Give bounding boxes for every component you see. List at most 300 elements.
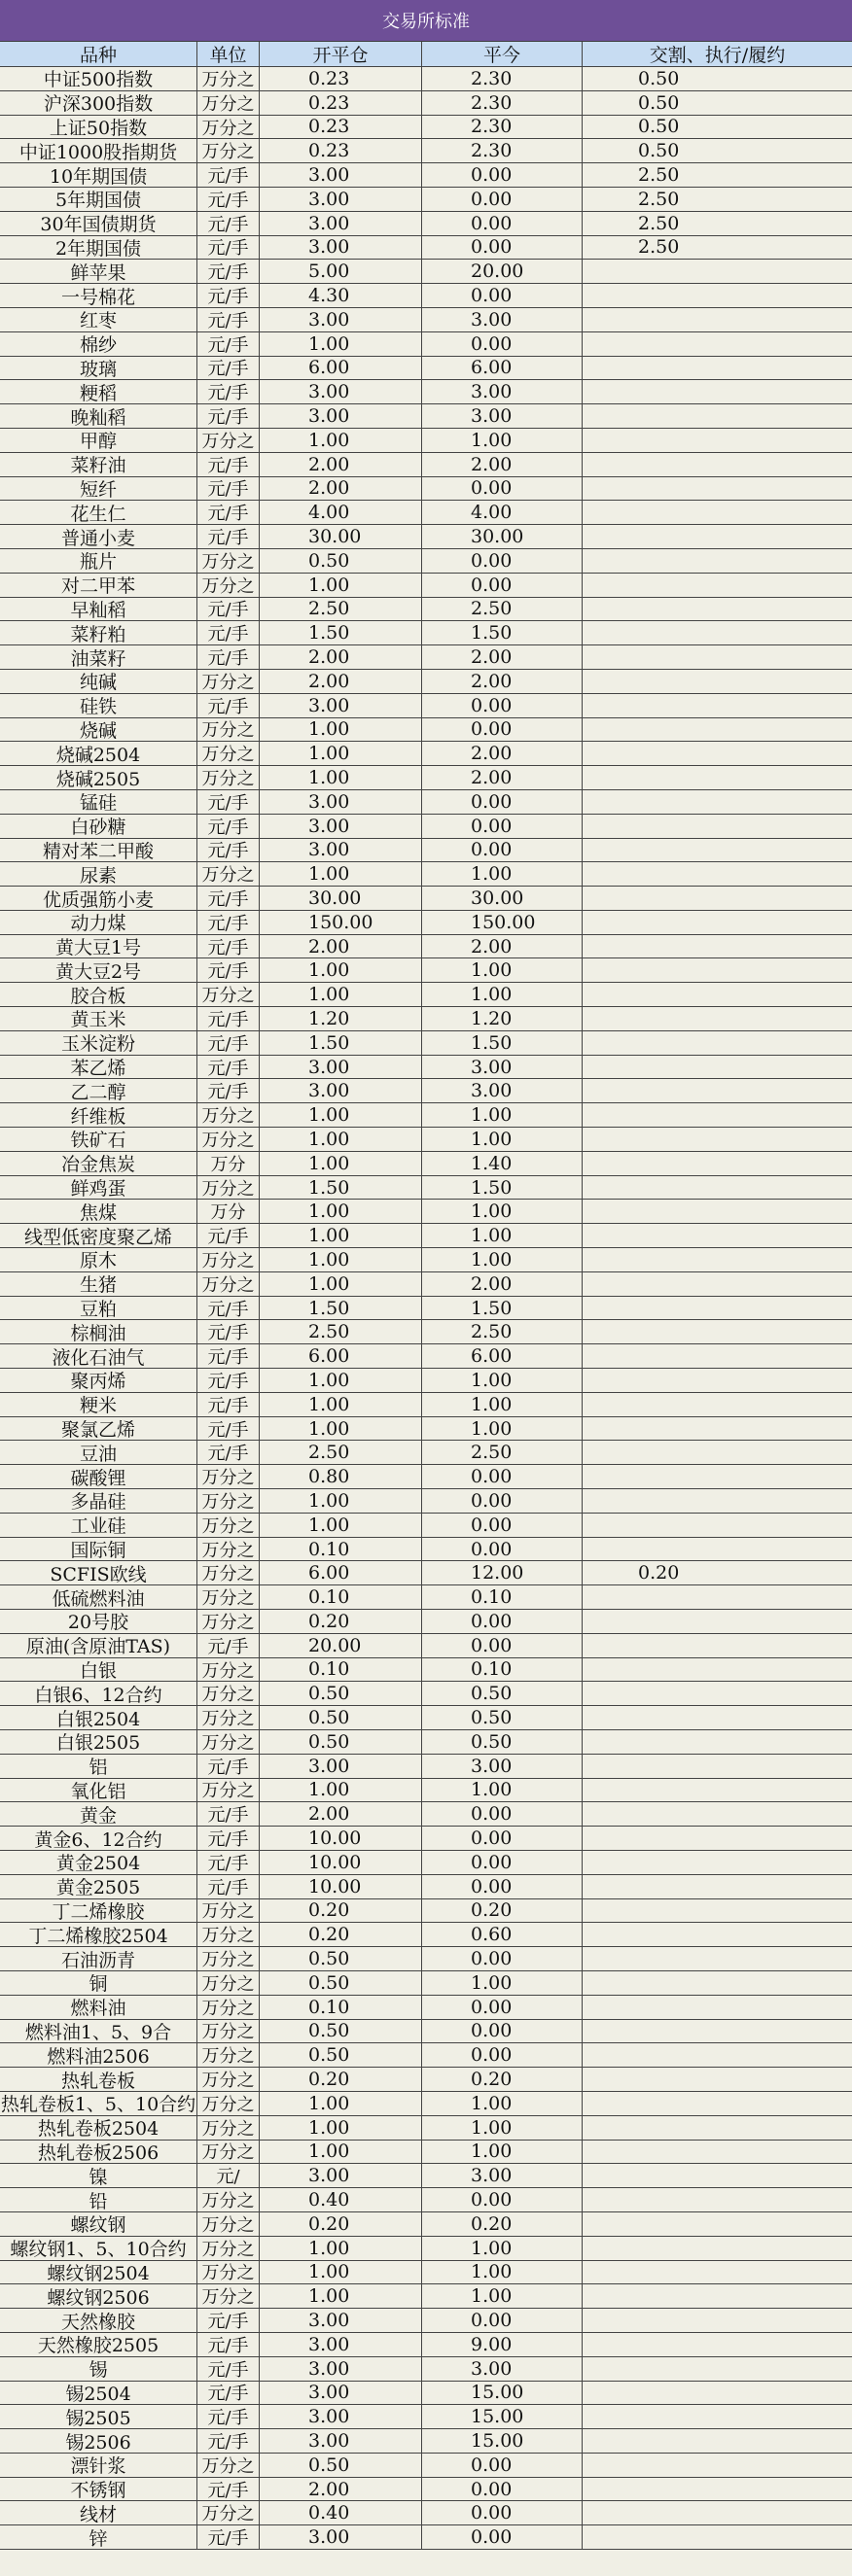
cell-unit: 万分之 [197, 2188, 260, 2211]
table-row [0, 1755, 852, 1779]
cell-delivery [583, 1441, 852, 1464]
cell-open-close: 1.00 [260, 332, 422, 356]
cell-unit: 元/手 [197, 1441, 260, 1464]
cell-close-today: 2.00 [422, 670, 583, 693]
table-row [0, 1585, 852, 1610]
table-row [0, 67, 852, 91]
table-row [0, 2478, 852, 2502]
cell-delivery [583, 2525, 852, 2549]
header-open-close: 开平仓 [260, 42, 422, 66]
cell-close-today: 0.00 [422, 839, 583, 862]
cell-variety: 棕榈油 [0, 1320, 197, 1343]
cell-variety: 白银6、12合约 [0, 1682, 197, 1705]
cell-open-close: 3.00 [260, 694, 422, 717]
table-row [0, 1079, 852, 1103]
cell-variety: 10年期国债 [0, 163, 197, 187]
cell-open-close: 10.00 [260, 1851, 422, 1874]
cell-unit: 元/手 [197, 2333, 260, 2356]
cell-variety: 动力煤 [0, 911, 197, 934]
cell-close-today: 1.20 [422, 1007, 583, 1030]
table-row [0, 1200, 852, 1224]
cell-delivery: 0.50 [638, 91, 680, 114]
cell-unit: 元/手 [197, 308, 260, 331]
cell-close-today: 0.00 [422, 2478, 583, 2501]
cell-unit: 万分之 [197, 1176, 260, 1200]
table-row [0, 1682, 852, 1706]
table-row [0, 2092, 852, 2116]
cell-delivery [583, 839, 852, 862]
cell-unit: 元/手 [197, 380, 260, 403]
cell-close-today: 0.60 [422, 1923, 583, 1946]
cell-variety: 豆粕 [0, 1297, 197, 1320]
cell-variety: 锌 [0, 2525, 197, 2549]
cell-close-today: 2.00 [422, 935, 583, 958]
table-row [0, 357, 852, 381]
cell-delivery [583, 574, 852, 597]
cell-close-today: 2.00 [422, 766, 583, 789]
cell-unit: 万分之 [197, 2092, 260, 2115]
cell-delivery [583, 501, 852, 524]
cell-unit: 万分之 [197, 1538, 260, 1561]
cell-delivery [583, 357, 852, 380]
cell-delivery [583, 1730, 852, 1754]
cell-close-today: 0.00 [422, 1610, 583, 1633]
table-row [0, 1344, 852, 1369]
cell-close-today: 0.00 [422, 815, 583, 838]
cell-delivery [583, 2501, 852, 2524]
cell-delivery [583, 694, 852, 717]
cell-delivery [583, 1079, 852, 1102]
header-close-today: 平今 [422, 42, 583, 66]
cell-unit: 元/手 [197, 958, 260, 982]
cell-close-today: 1.00 [422, 2284, 583, 2308]
cell-open-close: 2.00 [260, 935, 422, 958]
table-row [0, 1056, 852, 1080]
cell-unit: 元/手 [197, 1802, 260, 1826]
table-row [0, 670, 852, 694]
cell-delivery [583, 525, 852, 548]
table-row [0, 1297, 852, 1321]
cell-open-close: 1.00 [260, 2116, 422, 2140]
cell-close-today: 1.00 [422, 2116, 583, 2140]
cell-delivery [583, 670, 852, 693]
table-row [0, 1031, 852, 1056]
cell-close-today: 0.00 [422, 1465, 583, 1488]
cell-delivery [583, 935, 852, 958]
cell-delivery [583, 260, 852, 283]
cell-close-today: 1.00 [422, 1971, 583, 1995]
table-row [0, 1802, 852, 1827]
cell-delivery [583, 2116, 852, 2140]
table-row [0, 958, 852, 983]
table-row [0, 525, 852, 549]
table-row [0, 1489, 852, 1514]
cell-delivery: 0.20 [638, 1562, 680, 1584]
cell-open-close: 1.00 [260, 429, 422, 452]
cell-open-close: 0.23 [260, 67, 422, 90]
cell-close-today: 1.00 [422, 1779, 583, 1802]
cell-variety: 鲜鸡蛋 [0, 1176, 197, 1200]
cell-variety: 黄金2504 [0, 1851, 197, 1874]
cell-delivery [583, 1971, 852, 1995]
cell-variety: 锡2505 [0, 2405, 197, 2428]
cell-variety: 短纤 [0, 477, 197, 501]
cell-delivery [583, 1779, 852, 1802]
cell-variety: 对二甲苯 [0, 574, 197, 597]
cell-close-today: 1.00 [422, 429, 583, 452]
cell-close-today: 3.00 [422, 2164, 583, 2187]
cell-close-today: 3.00 [422, 1755, 583, 1778]
cell-delivery [583, 1682, 852, 1705]
cell-delivery [583, 911, 852, 934]
cell-open-close: 0.50 [260, 2454, 422, 2477]
cell-variety: 尿素 [0, 862, 197, 886]
cell-delivery [583, 1152, 852, 1175]
cell-delivery [583, 2478, 852, 2501]
cell-variety: 热轧卷板2506 [0, 2141, 197, 2164]
cell-unit: 元/手 [197, 1007, 260, 1030]
cell-variety: 螺纹钢 [0, 2212, 197, 2236]
cell-close-today: 30.00 [422, 887, 583, 910]
table-row [0, 2429, 852, 2454]
cell-unit: 元/手 [197, 935, 260, 958]
cell-open-close: 3.00 [260, 188, 422, 211]
table-row [0, 212, 852, 236]
cell-open-close: 1.00 [260, 958, 422, 982]
table-row [0, 163, 852, 188]
cell-delivery [583, 453, 852, 476]
cell-variety: 烧碱2505 [0, 766, 197, 789]
cell-unit: 万分之 [197, 862, 260, 886]
cell-unit: 元/手 [197, 1031, 260, 1055]
cell-open-close: 1.00 [260, 2141, 422, 2164]
cell-open-close: 150.00 [260, 911, 422, 934]
cell-open-close: 3.00 [260, 1079, 422, 1102]
cell-unit: 元/手 [197, 1851, 260, 1874]
cell-close-today: 0.00 [422, 1827, 583, 1850]
cell-open-close: 1.20 [260, 1007, 422, 1030]
cell-open-close: 1.50 [260, 1297, 422, 1320]
cell-open-close: 1.00 [260, 2261, 422, 2284]
cell-variety: 白砂糖 [0, 815, 197, 838]
cell-variety: 原木 [0, 1248, 197, 1271]
cell-delivery [583, 1923, 852, 1946]
cell-unit: 元/手 [197, 887, 260, 910]
cell-close-today: 0.00 [422, 477, 583, 501]
cell-variety: 液化石油气 [0, 1344, 197, 1368]
cell-variety: 精对苯二甲酸 [0, 839, 197, 862]
cell-unit: 元/手 [197, 1369, 260, 1392]
cell-variety: 5年期国债 [0, 188, 197, 211]
cell-unit: 元/手 [197, 357, 260, 380]
cell-delivery [583, 1056, 852, 1079]
cell-close-today: 2.00 [422, 742, 583, 765]
table-row [0, 1947, 852, 1971]
cell-variety: 国际铜 [0, 1538, 197, 1561]
cell-unit: 万分之 [197, 139, 260, 162]
cell-unit: 元/手 [197, 1056, 260, 1079]
cell-open-close: 5.00 [260, 260, 422, 283]
table-title: 交易所标准 [0, 0, 852, 42]
cell-open-close: 6.00 [260, 357, 422, 380]
table-row [0, 1538, 852, 1562]
cell-close-today: 6.00 [422, 1344, 583, 1368]
cell-variety: 中证1000股指期货 [0, 139, 197, 162]
table-row [0, 2188, 852, 2212]
cell-unit: 元/手 [197, 260, 260, 283]
cell-unit: 元/手 [197, 1634, 260, 1657]
cell-delivery [583, 2188, 852, 2211]
cell-open-close: 1.00 [260, 862, 422, 886]
cell-variety: 瓶片 [0, 549, 197, 573]
cell-close-today: 2.30 [422, 91, 583, 115]
cell-delivery [583, 887, 852, 910]
cell-close-today: 0.10 [422, 1658, 583, 1682]
cell-variety: 天然橡胶 [0, 2309, 197, 2332]
table-row [0, 139, 852, 163]
cell-open-close: 1.00 [260, 1128, 422, 1151]
cell-open-close: 20.00 [260, 1634, 422, 1657]
cell-unit: 元/手 [197, 1393, 260, 1416]
cell-variety: 普通小麦 [0, 525, 197, 548]
cell-unit: 万分之 [197, 91, 260, 115]
cell-open-close: 30.00 [260, 525, 422, 548]
cell-open-close: 3.00 [260, 2357, 422, 2381]
cell-unit: 元/手 [197, 1344, 260, 1368]
table-row [0, 380, 852, 404]
cell-unit: 元/手 [197, 332, 260, 356]
cell-close-today: 1.50 [422, 1031, 583, 1055]
cell-open-close: 3.00 [260, 212, 422, 235]
cell-open-close: 10.00 [260, 1827, 422, 1850]
cell-close-today: 3.00 [422, 380, 583, 403]
cell-unit: 万分之 [197, 1514, 260, 1537]
cell-unit: 万分之 [197, 429, 260, 452]
cell-unit: 万分之 [197, 1947, 260, 1970]
cell-delivery [583, 1369, 852, 1392]
cell-close-today: 1.00 [422, 1224, 583, 1247]
cell-unit: 万分之 [197, 1682, 260, 1705]
table-row [0, 1899, 852, 1924]
cell-unit: 万分之 [197, 1248, 260, 1271]
cell-open-close: 3.00 [260, 2309, 422, 2332]
cell-variety: 黄金 [0, 1802, 197, 1826]
table-row [0, 1176, 852, 1201]
cell-close-today: 15.00 [422, 2405, 583, 2428]
cell-close-today: 0.50 [422, 1730, 583, 1754]
cell-delivery [583, 2309, 852, 2332]
cell-unit: 万分之 [197, 1272, 260, 1296]
cell-close-today: 1.00 [422, 2092, 583, 2115]
cell-close-today: 0.00 [422, 2454, 583, 2477]
cell-open-close: 1.00 [260, 1103, 422, 1127]
cell-variety: 工业硅 [0, 1514, 197, 1537]
cell-open-close: 1.00 [260, 1489, 422, 1513]
cell-unit: 万分之 [197, 2212, 260, 2236]
cell-close-today: 15.00 [422, 2382, 583, 2405]
cell-variety: 白银 [0, 1658, 197, 1682]
cell-delivery [583, 1128, 852, 1151]
cell-close-today: 0.00 [422, 163, 583, 187]
table-row [0, 1730, 852, 1755]
cell-variety: 花生仁 [0, 501, 197, 524]
table-row [0, 1851, 852, 1875]
cell-open-close: 2.50 [260, 1441, 422, 1464]
cell-close-today: 0.00 [422, 2501, 583, 2524]
table-row [0, 332, 852, 357]
cell-close-today: 2.50 [422, 1320, 583, 1343]
table-row [0, 1272, 852, 1297]
cell-delivery [583, 1176, 852, 1200]
cell-unit: 元/手 [197, 598, 260, 621]
table-row [0, 429, 852, 453]
cell-delivery [583, 815, 852, 838]
cell-unit: 万分之 [197, 67, 260, 90]
cell-variety: 螺纹钢2506 [0, 2284, 197, 2308]
cell-open-close: 1.00 [260, 1779, 422, 1802]
cell-open-close: 4.00 [260, 501, 422, 524]
cell-delivery [583, 621, 852, 644]
cell-open-close: 1.00 [260, 766, 422, 789]
cell-close-today: 0.00 [422, 332, 583, 356]
cell-delivery [583, 1393, 852, 1416]
cell-open-close: 1.50 [260, 621, 422, 644]
cell-close-today: 0.00 [422, 790, 583, 814]
table-row [0, 694, 852, 718]
table-row [0, 983, 852, 1007]
cell-close-today: 0.50 [422, 1682, 583, 1705]
cell-unit: 万分之 [197, 1489, 260, 1513]
table-row [0, 790, 852, 815]
cell-delivery [583, 549, 852, 573]
cell-unit: 万分 [197, 1200, 260, 1223]
cell-delivery [583, 2261, 852, 2284]
cell-open-close: 0.40 [260, 2501, 422, 2524]
cell-variety: 热轧卷板 [0, 2068, 197, 2091]
cell-delivery [583, 742, 852, 765]
cell-open-close: 2.50 [260, 598, 422, 621]
cell-open-close: 1.00 [260, 1200, 422, 1223]
cell-close-today: 3.00 [422, 404, 583, 428]
cell-delivery [583, 1827, 852, 1850]
table-row [0, 645, 852, 670]
table-row [0, 621, 852, 645]
header-variety: 品种 [0, 42, 197, 66]
cell-unit: 元/手 [197, 911, 260, 934]
cell-open-close: 0.23 [260, 116, 422, 139]
cell-delivery [583, 2212, 852, 2236]
cell-variety: 线型低密度聚乙烯 [0, 1224, 197, 1247]
cell-unit: 元/手 [197, 645, 260, 669]
cell-close-today: 15.00 [422, 2429, 583, 2453]
table-row [0, 2116, 852, 2141]
cell-unit: 元/手 [197, 2478, 260, 2501]
cell-unit: 万分之 [197, 1730, 260, 1754]
cell-open-close: 0.50 [260, 1947, 422, 1970]
cell-open-close: 3.00 [260, 2382, 422, 2405]
cell-close-today: 0.20 [422, 1899, 583, 1923]
cell-variety: 粳米 [0, 1393, 197, 1416]
cell-delivery [583, 1658, 852, 1682]
table-row [0, 1320, 852, 1344]
cell-close-today: 0.00 [422, 1875, 583, 1898]
cell-delivery [583, 2164, 852, 2187]
cell-open-close: 3.00 [260, 380, 422, 403]
cell-variety: 黄金6、12合约 [0, 1827, 197, 1850]
cell-delivery [583, 1996, 852, 2019]
table-row [0, 1971, 852, 1996]
cell-open-close: 1.00 [260, 1514, 422, 1537]
cell-open-close: 4.30 [260, 284, 422, 307]
cell-variety: 铅 [0, 2188, 197, 2211]
cell-delivery [583, 1417, 852, 1441]
cell-unit: 元/手 [197, 236, 260, 260]
table-row [0, 2212, 852, 2237]
cell-open-close: 2.50 [260, 1320, 422, 1343]
cell-unit: 元/手 [197, 1079, 260, 1102]
cell-unit: 万分之 [197, 2043, 260, 2067]
table-row [0, 2405, 852, 2429]
cell-variety: 锰硅 [0, 790, 197, 814]
table-row [0, 1128, 852, 1152]
cell-delivery [583, 332, 852, 356]
cell-variety: 原油(含原油TAS) [0, 1634, 197, 1657]
table-row [0, 887, 852, 911]
cell-variety: 不锈钢 [0, 2478, 197, 2501]
cell-open-close: 3.00 [260, 404, 422, 428]
cell-open-close: 0.10 [260, 1538, 422, 1561]
cell-delivery [583, 2092, 852, 2115]
cell-delivery [583, 1297, 852, 1320]
cell-close-today: 3.00 [422, 2357, 583, 2381]
cell-close-today: 0.00 [422, 2525, 583, 2549]
table-row [0, 1779, 852, 1803]
cell-close-today: 0.00 [422, 1947, 583, 1970]
table-row [0, 1996, 852, 2020]
cell-unit: 元/手 [197, 2382, 260, 2405]
cell-variety: 优质强筋小麦 [0, 887, 197, 910]
cell-unit: 元/手 [197, 790, 260, 814]
cell-unit: 元/手 [197, 1417, 260, 1441]
cell-delivery [583, 1489, 852, 1513]
cell-close-today: 9.00 [422, 2333, 583, 2356]
cell-unit: 万分之 [197, 1706, 260, 1729]
cell-close-today: 2.30 [422, 139, 583, 162]
cell-open-close: 1.00 [260, 1417, 422, 1441]
cell-variety: 丁二烯橡胶 [0, 1899, 197, 1923]
cell-variety: 硅铁 [0, 694, 197, 717]
cell-variety: 纯碱 [0, 670, 197, 693]
cell-unit: 万分之 [197, 2237, 260, 2260]
table-row [0, 1561, 852, 1585]
cell-close-today: 12.00 [422, 1561, 583, 1584]
cell-unit: 元/手 [197, 1827, 260, 1850]
table-row [0, 1417, 852, 1442]
cell-close-today: 0.00 [422, 1634, 583, 1657]
table-row [0, 862, 852, 887]
cell-variety: 聚氯乙烯 [0, 1417, 197, 1441]
cell-unit: 元/手 [197, 1224, 260, 1247]
cell-variety: 菜籽粕 [0, 621, 197, 644]
cell-close-today: 1.50 [422, 621, 583, 644]
cell-unit: 元/手 [197, 2405, 260, 2428]
cell-variety: 燃料油 [0, 1996, 197, 2019]
cell-close-today: 1.00 [422, 1393, 583, 1416]
cell-close-today: 0.00 [422, 1538, 583, 1561]
cell-unit: 万分之 [197, 1103, 260, 1127]
table-row [0, 1007, 852, 1031]
cell-unit: 万分之 [197, 2068, 260, 2091]
